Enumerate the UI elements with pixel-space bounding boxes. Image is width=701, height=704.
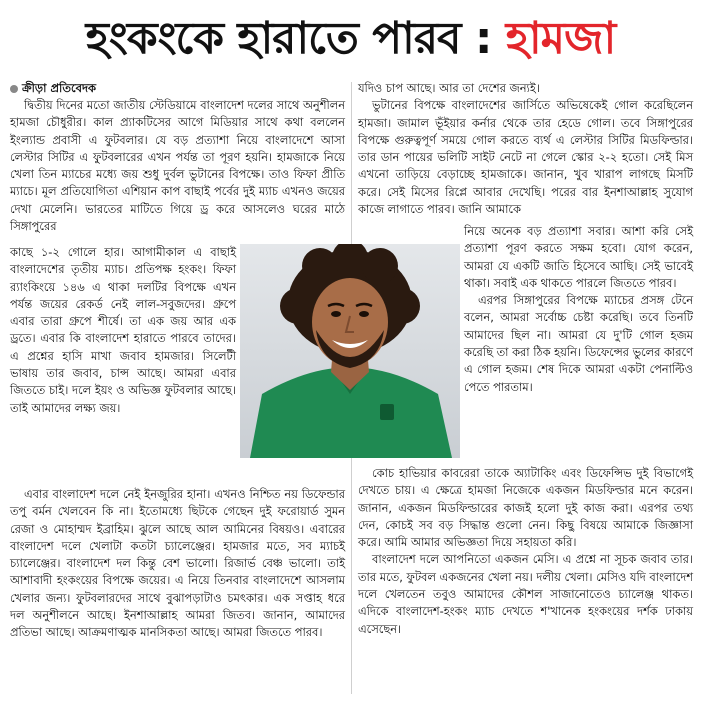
article-paragraph-wrap-right: নিয়ে অনেক বড় প্রত্যাশা সবার। আশা করি সেই প্রত্যাশা পূরণ করতে সক্ষম হবো। যোগ করেন, আমরা যে একটি জাতি হিসেবে আছি। সেই ভাবেই থাকা। সবাই এক থাকতে পারলে জিততে পারব। <box>464 224 693 290</box>
byline-text: ক্রীড়া প্রতিবেদক <box>22 81 97 95</box>
player-photo <box>240 244 460 458</box>
headline-main: হংকংকে হারাতে পারব <box>85 13 461 64</box>
article-right-bottom <box>358 465 693 638</box>
article-paragraph-coach: কোচ হাভিয়ার কাবরেরা তাকে অ্যাটাকিং এবং ডিফেন্সিভ দুই বিভাগেই দেখতে চায়। এ ক্ষেত্রে হামজা নিজেকে একজন মিডফিল্ডার মনে করেন। জানান, একজন মিডফিল্ডারের কাজই হলো দুই কাজ করা। এরপর তথ্য দেন, কোচই সব বড় সিদ্ধান্ত গুলো নেন। কিছু বিষয়ে আমাকে জিজ্ঞাসা করে। আমি আমার অভিজ্ঞতা দিয়ে সহায়তা করি। <box>358 466 693 550</box>
player-portrait-image <box>240 244 460 458</box>
headline-name: হামজা <box>505 13 616 64</box>
article-paragraph-wrap-left: কাছে ১-২ গোলে হার। আগামীকাল এ বাছাই বাংলাদেশের তৃতীয় ম্যাচ। প্রতিপক্ষ হংকং। ফিফা র‍্যাংকিংয়ে ১৪৬ এ থাকা দলটির বিপক্ষে এখন পর্যন্ত জয়ের রেকর্ড নেই লাল-সবুজদের। গ্রুপে এবার তারা গ্রুপে শীর্ষে। তা এক জয় আর এক ড্রতে। এবার কি বাংলাদেশ হারাতে পারবে তাদের। এ প্রশ্নের হাসি মাখা জবাব হামজার। সিলেটী ভাষায় তার জবাব, চান্স আছে। আমরা এবার জিততে চাই। দলে ইয়ং ও অভিজ্ঞ ফুটবলার আছে। তাই আমাদের লক্ষ্য জয়। <box>10 245 236 415</box>
article-paragraph-continued: যদিও চাপ আছে। আর তা দেশের জন্যই। <box>358 81 540 95</box>
article-paragraph-singapore: এরপর সিঙ্গাপুরের বিপক্ষে ম্যাচের প্রসঙ্গ টেনে বলেন, আমরা সর্বোচ্চ চেষ্টা করেছি। তবে তিনটি আমাদের ছিল না। আমরা যে দু'টি গোল হজম করেছি তা করা ঠিক হয়নি। ডিফেন্সের ভুলের কারণে এ গোল হজম। শেষ দিকে আমরা একটা পেনাল্টিও পেতে পারতাম। <box>464 293 694 394</box>
article-left-column <box>10 97 345 235</box>
article-left-wrap <box>10 244 236 417</box>
article-right-wrap <box>464 223 693 396</box>
article-right-column <box>358 80 693 218</box>
headline <box>0 4 701 74</box>
headline-separator: : <box>474 13 492 64</box>
article-paragraph-bhutan: ভুটানের বিপক্ষে বাংলাদেশের জার্সিতে অভিষেকেই গোল করেছিলেন হামজা। জামাল ভূঁইয়ার কর্নার থেকে তার হেডে গোল। তবে সিঙ্গাপুরের বিপক্ষে গুরুত্বপূর্ণ সময়ে গোল করতে ব্যর্থ এ লেস্টার সিটির মিডফিল্ডার। তার ডান পায়ের ভলিটি সাইট নেটে না গেলে স্কোর ২-২ হতো। সেই মিস এখনো তাড়িয়ে বেড়াচ্ছে হামজাকে। জানান, খুব খারাপ লাগছে মিসটি করে। সেই মিসের রিপ্লে আবার দেখেছি। পরের বার ইনশাআল্লাহ সুযোগ কাজে লাগাতে পারব। জানি আমাকে <box>358 98 693 217</box>
article-paragraph-intro: দ্বিতীয় দিনের মতো জাতীয় স্টেডিয়ামে বাংলাদেশ দলের সাথে অনুশীলন হামজা চৌধুরীর। কাল প্র্যাকটিসের আগে মিডিয়ার সাথে কথা বললেন ইংল্যান্ড প্রবাসী এ ফুটবলার। যে বড় প্রত্যাশা নিয়ে বাংলাদেশে আসা লেস্টার সিটির এ ফুটবলারের এখন পর্যন্ত তা পূরণ হয়নি। হামজাকে নিয়ে খেলা তিন ম্যাচের মধ্যে জয় শুধু দুর্বল ভুটানের বিপক্ষে। তাও ফিফা প্রীতি ম্যাচে। মূল প্রতিযোগিতা এশিয়ান কাপ বাছাই পর্বের দুই ম্যাচ এখনও জয়ের দেখা মেলেনি। ভারতের মাটিতে গিয়ে ড্র করে আসলেও ঘরের মাঠে সিঙ্গাপুরের <box>10 98 345 234</box>
article-paragraph-messi: বাংলাদেশ দলে আপনিতো একজন মেসি। এ প্রশ্নে না সূচক জবাব তার। তার মতে, ফুটবল একজনের খেলা নয়। দলীয় খেলা। মেসিও যদি বাংলাদেশ দলে খেলতেন তবুও আমাদের কৌশল সাজানোতেও চ্যালেঞ্জ থাকত। এদিকে বাংলাদেশ-হংকং ম্যাচ দেখতে শ'খানেক হংকংয়ের দর্শক ঢাকায় এসেছেন। <box>358 552 693 636</box>
article-paragraph-injury: এবার বাংলাদেশ দলে নেই ইনজুরির হানা। এখনও নিশ্চিত নয় ডিফেন্ডার তপু বর্মন খেলবেন কি না। ইতোমধ্যে ছিটকে গেছেন দুই ফরোয়ার্ড সুমন রেজা ও মোহাম্মদ ইব্রাহিম। ঝুলে আছে আল আমিনের বিষয়ও। এবারের বাংলাদেশ দলে খেলাটা কতটা চ্যালেঞ্জের। হামজার মতে, সব ম্যাচই চ্যালেঞ্জের। বাংলাদেশ দল কিন্তু বেশ ভালো। রিজার্ভ বেঞ্চ ভালো। তাই আশাবাদী হংকংয়ের বিপক্ষে জয়ের। এ নিয়ে তিনবার বাংলাদেশে আসলাম খেলার জন্য। ফুটবলারদের সাথে বুঝাপড়াটাও চমৎকার। এক সপ্তাহ ধরে দল অনুশীলনে আছে। ইনশাআল্লাহ আমরা জিতব। জানান, আমাদের প্রতিভা আছে। আক্রমণাত্মক মানসিকতা আছে। আমরা জিততে পারব। <box>10 487 345 640</box>
bullet-icon <box>10 85 18 93</box>
article-left-bottom <box>10 486 345 642</box>
